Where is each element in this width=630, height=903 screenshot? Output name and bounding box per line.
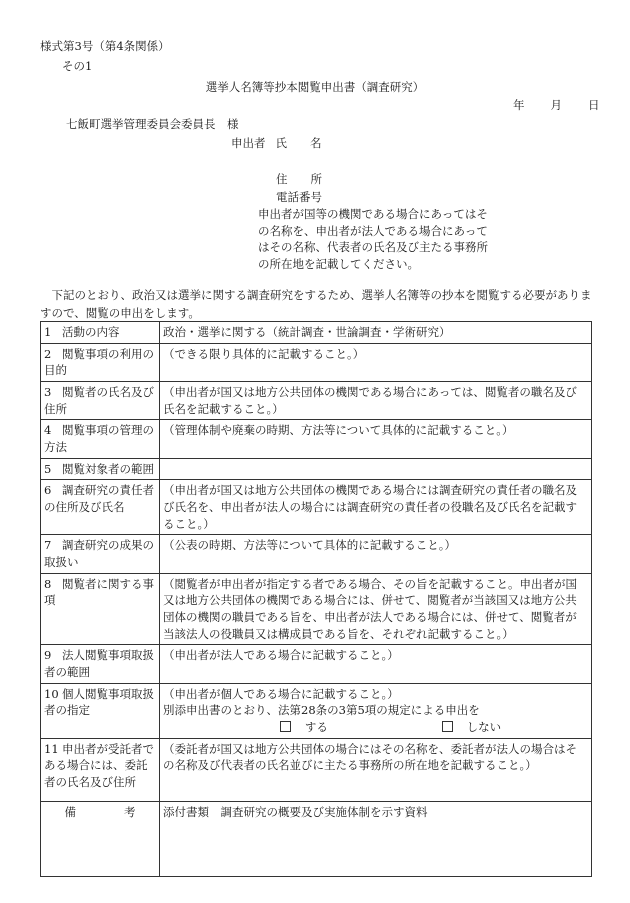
choice-row	[163, 719, 588, 736]
table-row	[41, 420, 592, 458]
table-row	[41, 458, 592, 480]
choice-no[interactable]: しない	[442, 719, 502, 736]
row-content[interactable]	[160, 458, 592, 480]
table-row	[41, 535, 592, 573]
form-title: 選挙人名簿等抄本閲覧申出書（調査研究）	[205, 80, 425, 94]
applicant-name-line	[231, 135, 322, 152]
row-label: 10 個人閲覧事項取扱者の指定	[41, 683, 160, 738]
checkbox-no[interactable]	[442, 721, 453, 732]
table-row	[41, 645, 592, 683]
row-content[interactable]: （できる限り具体的に記載すること。）	[160, 343, 592, 381]
table-row	[41, 322, 592, 344]
applicant-name-label: 氏 名	[275, 136, 322, 150]
row-content-line: 別添申出書のとおり、法第28条の3第5項の規定による申出を	[163, 703, 480, 718]
row-label: 11 申出者が受託者である場合には、委託者の氏名及び住所	[41, 738, 160, 801]
row-label: 4 閲覧事項の管理の方法	[41, 420, 160, 458]
table-row	[41, 480, 592, 535]
row-label: 2 閲覧事項の利用の目的	[41, 343, 160, 381]
applicant-label: 申出者	[231, 136, 266, 150]
row-content[interactable]: 政治・選挙に関する（統計調査・世論調査・学術研究）	[160, 322, 592, 344]
row-label: 7 調査研究の成果の取扱い	[41, 535, 160, 573]
addressee: 七飯町選挙管理委員会委員長 様	[66, 117, 239, 131]
remarks-label: 備 考	[41, 801, 160, 876]
table-row	[41, 683, 592, 738]
row-label: 5 閲覧対象者の範囲	[41, 458, 160, 480]
date-year-label: 年	[513, 98, 525, 112]
date-line	[513, 97, 600, 114]
row-content[interactable]: （申出者が法人である場合に記載すること。）	[160, 645, 592, 683]
applicant-address-label: 住 所	[276, 172, 322, 186]
form-sub-number: その1	[62, 59, 93, 73]
row-label: 3 閲覧者の氏名及び住所	[41, 382, 160, 420]
table-row	[41, 343, 592, 381]
row-label: 9 法人閲覧事項取扱者の範囲	[41, 645, 160, 683]
date-month-label: 月	[550, 98, 562, 112]
row-content	[160, 683, 592, 738]
table-row	[41, 573, 592, 645]
table-row	[41, 738, 592, 801]
choice-yes[interactable]: する	[280, 719, 328, 736]
remarks-content[interactable]: 添付書類 調査研究の概要及び実施体制を示す資料	[160, 801, 592, 876]
row-content[interactable]: （閲覧者が申出者が指定する者である場合、その旨を記載すること。申出者が国又は地方公共団体の機関である場合には、併せて、閲覧者が当該国又は地方公共団体の機関の職員である旨を、申出者が法人である場合には、併せて、閲覧者が当該法人の役職員又は構成員である旨を、それぞれ記載すること。）	[160, 573, 592, 645]
table-row	[41, 801, 592, 876]
row-content[interactable]: （申出者が国又は地方公共団体の機関である場合には調査研究の責任者の職名及び氏名を、申出者が法人の場合には調査研究の責任者の役職名及び氏名を記載すること。）	[160, 480, 592, 535]
row-content[interactable]: （管理体制や廃棄の時期、方法等について具体的に記載すること。）	[160, 420, 592, 458]
intro-text: 下記のとおり、政治又は選挙に関する調査研究をするため、選挙人名簿等の抄本を閲覧する必要がありますので、閲覧の申出をします。	[40, 288, 592, 320]
row-content[interactable]: （委託者が国又は地方公共団体の場合にはその名称を、委託者が法人の場合はその名称及び代表者の氏名並びに主たる事務所の所在地を記載すること。）	[160, 738, 592, 801]
row-label: 8 閲覧者に関する事項	[41, 573, 160, 645]
row-content-note: （申出者が個人である場合に記載すること。）	[163, 686, 399, 701]
row-label: 1 活動の内容	[41, 322, 160, 344]
application-table	[40, 321, 592, 877]
row-label: 6 調査研究の責任者の住所及び氏名	[41, 480, 160, 535]
row-content[interactable]: （公表の時期、方法等について具体的に記載すること。）	[160, 535, 592, 573]
form-number: 様式第3号（第4条関係）	[40, 39, 170, 53]
table-row	[41, 382, 592, 420]
applicant-phone-label: 電話番号	[276, 190, 322, 204]
row-content[interactable]: （申出者が国又は地方公共団体の機関である場合にあっては、閲覧者の職名及び氏名を記載すること。）	[160, 382, 592, 420]
checkbox-yes[interactable]	[280, 721, 291, 732]
date-day-label: 日	[588, 98, 600, 112]
applicant-note: 申出者が国等の機関である場合にあってはその名称を、申出者が法人である場合にあってはその名称、代表者の氏名及び主たる事務所の所在地を記載してください。	[258, 207, 488, 272]
